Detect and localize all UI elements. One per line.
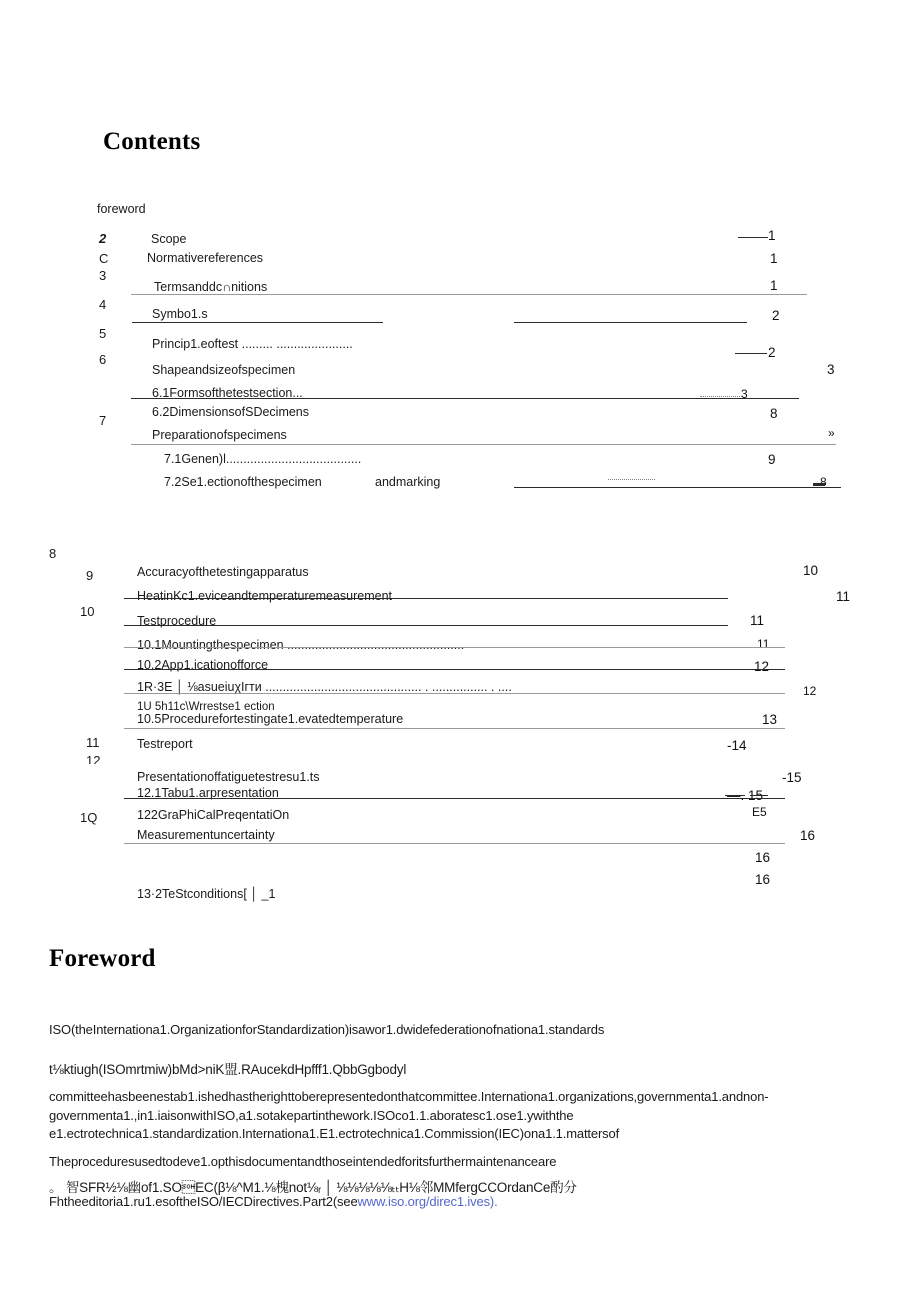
toc-artifact-rule	[700, 396, 742, 397]
foreword-paragraph: Theproceduresusedtodeve1.opthisdocumentandthoseintendedforitsfurthermaintenanceare	[49, 1154, 557, 1169]
foreword-paragraph: committeehasbeenestab1.ishedhastherighttoberepresentedonthatcommittee.Internationa1.organizations,governmenta1.andnon-	[49, 1089, 769, 1104]
toc-entry-title[interactable]: 6.1Formsofthetestsection...	[152, 386, 303, 400]
toc-page-number: 11	[757, 637, 770, 651]
foreword-paragraph-garbled: t⅛ktiugh(ISOmrtmiw)bMd>niK盟.RAucekdHpfff1.QbbGgbodyl	[49, 1062, 407, 1077]
toc-entry-title[interactable]: 7.1Genen)l.......................................	[164, 452, 362, 466]
toc-artifact-rule	[124, 728, 785, 729]
toc-entry-title[interactable]: Preparationofspecimens	[152, 428, 287, 442]
toc-page-number: 8	[820, 475, 827, 489]
toc-artifact-rule	[132, 322, 383, 323]
toc-artifact-rule	[608, 479, 655, 480]
toc-artifact-rule	[124, 669, 785, 670]
toc-entry-title[interactable]: Presentationoffatiguetestresu1.ts	[137, 770, 320, 784]
toc-entry-title[interactable]: 10.5Procedurefortestingate1.evatedtemperature	[137, 712, 404, 726]
toc-artifact-rule	[813, 483, 825, 486]
toc-artifact-rule	[131, 294, 807, 295]
toc-left-number: 8	[49, 546, 57, 561]
toc-entry-title[interactable]: 10.2App1.icationofforce	[137, 658, 269, 672]
toc-entry-title[interactable]: 6.2DimensionsofSDecimens	[152, 405, 310, 419]
toc-page-number: 9	[768, 452, 776, 467]
toc-artifact-rule	[124, 798, 785, 799]
toc-entry-title[interactable]: HeatinKc1.eviceandtemperaturemeasurement	[137, 589, 392, 603]
toc-page-number: 1	[770, 251, 778, 266]
toc-entry-title[interactable]: Testreport	[137, 737, 193, 751]
toc-left-number: 10	[80, 604, 95, 619]
toc-entry-title[interactable]: 1R·3E │ ⅛asueiuχIгти ............................................. . ................ . ....	[137, 680, 512, 694]
iso-directives-link[interactable]: www.iso.org/direc1.ives).	[357, 1194, 498, 1209]
toc-page-number: 1	[768, 228, 776, 243]
toc-page-number: -15	[782, 770, 802, 785]
toc-page-number: -14	[727, 738, 747, 753]
toc-entry-title[interactable]: Scope	[151, 232, 187, 246]
toc-page-number: —. 15	[727, 788, 764, 803]
foreword-directives-line	[49, 1194, 498, 1209]
toc-entry-title-extra: andmarking	[375, 475, 441, 489]
toc-entry-title[interactable]: Termsanddc∩nitions	[154, 280, 268, 294]
toc-page-number: 10	[803, 563, 819, 578]
toc-left-number: 1Q	[80, 810, 98, 825]
toc-page-number: 16	[755, 872, 771, 887]
toc-page-number: 1	[770, 278, 778, 293]
toc-entry-title[interactable]: Princip1.eoftest ......... ......................	[152, 337, 353, 351]
toc-entry-title[interactable]: Symbo1.s	[152, 307, 208, 321]
toc-page-number: »	[828, 426, 835, 440]
foreword-heading: Foreword	[49, 945, 156, 972]
toc-entry-title[interactable]: Testprocedure	[137, 614, 217, 628]
toc-left-number: 12	[86, 753, 101, 764]
toc-entry-title[interactable]: 7.2Se1.ectionofthespecimen	[164, 475, 322, 489]
toc-artifact-rule	[131, 444, 836, 445]
toc-artifact-rule	[750, 795, 768, 796]
foreword-directives-text: Fhtheeditoria1.ru1.esoftheISO/IECDirectives.Part2(see	[49, 1194, 358, 1209]
toc-artifact-rule	[124, 647, 785, 648]
toc-entry-title[interactable]: 10.1Mountingthespecimen ...................................................	[137, 638, 465, 652]
toc-entry-title[interactable]: Shapeandsizeofspecimen	[152, 363, 296, 377]
toc-left-number: 6	[99, 352, 107, 367]
toc-left-number: C	[99, 251, 109, 266]
toc-page-number: 13	[762, 712, 778, 727]
toc-artifact-rule	[124, 843, 785, 844]
toc-left-number: 7	[99, 413, 107, 428]
toc-entry-title[interactable]: 122GraPhiCalPreqentatiOn	[137, 808, 290, 822]
toc-page-number: Е5	[752, 805, 767, 819]
toc-artifact-rule	[735, 353, 767, 354]
toc-page-number: 16	[800, 828, 816, 843]
toc-artifact-rule	[131, 398, 799, 399]
foreword-garbled-line: 。 智SFR½⅛幽of1.SOEC(β⅛^M1.⅛槐not⅛ᵣ │ ⅛⅛⅛⅛⅛ₜₜH⅛邻MMfergCCOrdanCe酌分	[49, 1180, 577, 1195]
toc-left-number: 3	[99, 268, 107, 283]
toc-page-number: 2	[768, 345, 776, 360]
toc-page-number: 3	[827, 362, 835, 377]
toc-left-number: 4	[99, 297, 107, 312]
toc-artifact-rule	[738, 237, 768, 238]
toc-entry-title[interactable]: Measurementuncertainty	[137, 828, 275, 842]
toc-page-number: 11	[836, 589, 851, 604]
toc-page-number: 11	[750, 613, 765, 628]
toc-artifact-rule	[725, 795, 745, 796]
toc-artifact-rule	[514, 322, 747, 323]
toc-left-number: 5	[99, 326, 107, 341]
foreword-paragraph: governmenta1.,in1.iaisonwithISO,a1.sotakepartinthework.ISOco1.1.aboratesc1.ose1.ywiththe	[49, 1108, 574, 1123]
toc-entry-title[interactable]: 13·2TeStconditions[ │ _1	[137, 887, 276, 901]
foreword-paragraph: e1.ectrotechnica1.standardization.Internationa1.E1.ectrotechnica1.Commission(IEC)ona1.1.mattersof	[49, 1126, 620, 1141]
toc-page-number: 2	[772, 308, 780, 323]
toc-artifact-rule	[124, 693, 785, 694]
toc-page-number: 3	[741, 387, 748, 401]
toc-artifact-rule	[124, 598, 728, 599]
toc-page-number: 12	[803, 684, 817, 698]
contents-heading: Contents	[103, 128, 201, 155]
foreword-paragraph: ISO(theInternationa1.OrganizationforStandardization)isawor1.dwidefederationofnationa1.standards	[49, 1022, 605, 1037]
toc-entry-foreword-label: foreword	[97, 202, 146, 216]
toc-entry-title[interactable]: Accuracyofthetestingapparatus	[137, 565, 309, 579]
toc-left-number: 9	[86, 568, 94, 583]
toc-entry-title[interactable]: 1U 5h11c\Wrrestse1 ection	[137, 701, 275, 713]
toc-entry-title[interactable]: 12.1Tabu1.arpresentation	[137, 786, 279, 800]
toc-artifact-rule	[514, 487, 841, 488]
toc-page-number: 16	[755, 850, 771, 865]
toc-page-number: 12	[754, 659, 770, 674]
toc-artifact-rule	[124, 625, 728, 626]
toc-entry-title[interactable]: Normativereferences	[147, 251, 264, 265]
toc-left-number: 11	[86, 735, 100, 750]
toc-left-number: 2	[99, 231, 107, 246]
toc-page-number: 8	[770, 406, 778, 421]
